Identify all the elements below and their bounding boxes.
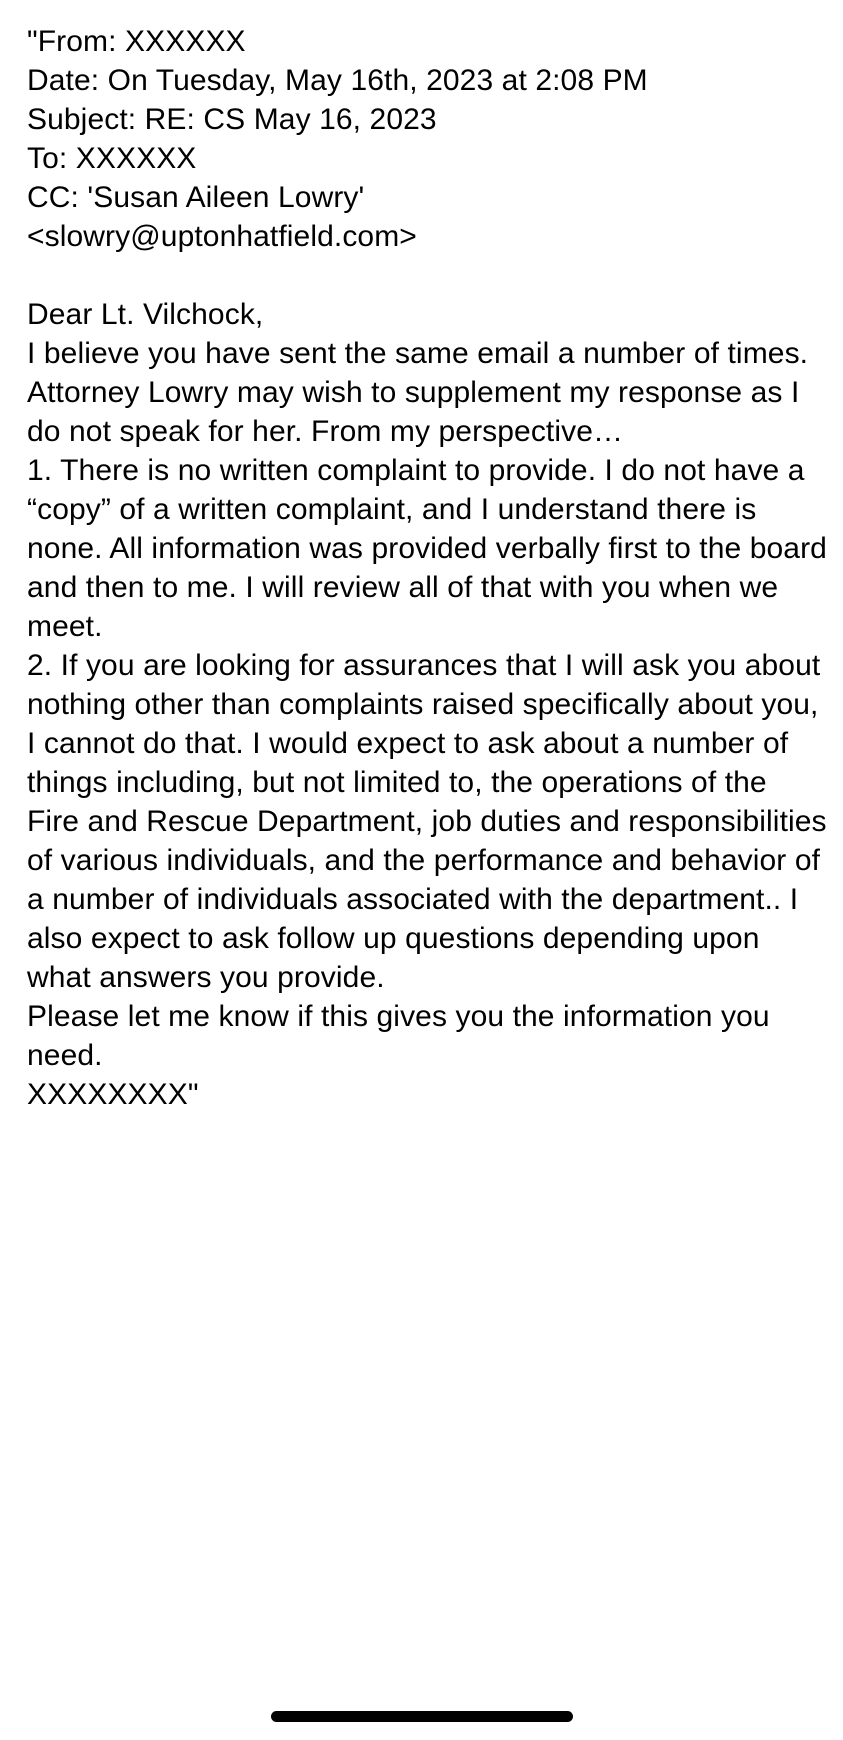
email-from: "From: XXXXXX [27,25,246,58]
email-date: Date: On Tuesday, May 16th, 2023 at 2:08 PM [27,64,648,97]
home-indicator-bar[interactable] [271,1711,573,1722]
email-paragraph-point-1: 1. There is no written complaint to provide. I do not have a “copy” of a written complaint, and I understand there is none. All information was provided verbally first to the board and then to me. I will review all of that with you when we meet. [27,454,827,643]
email-closing: Please let me know if this gives you the information you need. [27,1000,770,1072]
email-cc-address[interactable]: <slowry@uptonhatfield.com> [27,220,417,253]
email-body [27,22,827,1114]
email-cc [27,178,827,256]
email-paragraph-point-2: 2. If you are looking for assurances that I will ask you about nothing other than complaints raised specifically about you, I cannot do that. I would expect to ask about a number of things including, but not limited to, the operations of the Fire and Rescue Department, job duties and responsibilities of various individuals, and the performance and behavior of a number of individuals associated with the department.. I also expect to ask follow up questions depending upon what answers you provide. [27,649,827,994]
email-salutation: Dear Lt. Vilchock, [27,298,264,331]
email-to: To: XXXXXX [27,142,197,175]
email-signature: XXXXXXXX" [27,1078,199,1111]
email-cc-name: CC: 'Susan Aileen Lowry' [27,181,365,214]
email-subject: Subject: RE: CS May 16, 2023 [27,103,437,136]
email-paragraph-intro: I believe you have sent the same email a number of times. Attorney Lowry may wish to supplement my response as I do not speak for her. From my perspective… [27,337,809,448]
